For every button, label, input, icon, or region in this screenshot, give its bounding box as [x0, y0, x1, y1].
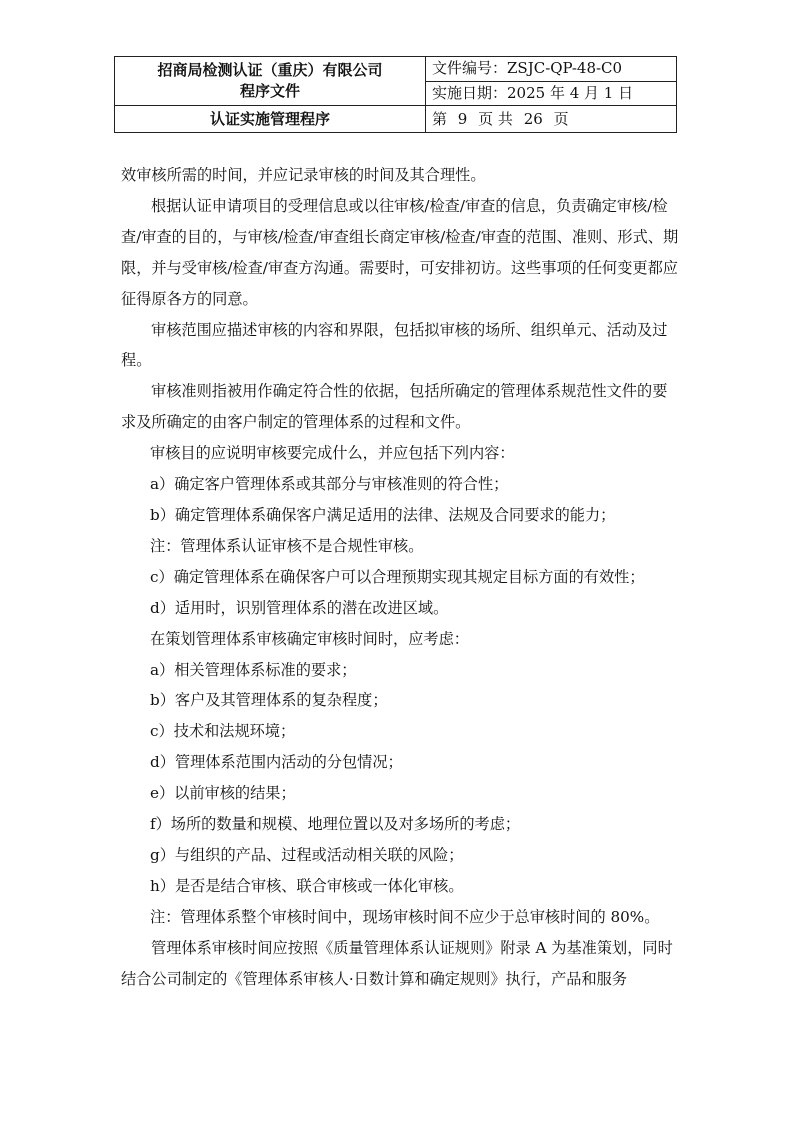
list-item: 审核目的应说明审核要完成什么，并应包括下列内容： [150, 444, 515, 463]
paragraph: 审核准则指被用作确定符合性的依据，包括所确定的管理体系规范性文件的要求及所确定的由客户制定的管理体系的过程和文件。 [121, 382, 668, 432]
note: 注：管理体系认证审核不是合规性审核。 [150, 536, 424, 555]
list-item: f）场所的数量和规模、地理位置以及对多场所的考虑； [150, 815, 521, 834]
document-type: 程序文件 [239, 82, 300, 100]
list-item: d）适用时，识别管理体系的潜在改进区域。 [150, 598, 449, 617]
page-prefix: 第 [432, 109, 448, 128]
paragraph: 管理体系审核时间应按照《质量管理体系认证规则》附录 A 为基准策划，同时结合公司制定的《管理体系审核人·日数计算和确定规则》执行，产品和服务 [121, 938, 673, 988]
list-item: c）技术和法规环境； [150, 722, 296, 741]
document-header-table [114, 56, 677, 133]
list-item: a）确定客户管理体系或其部分与审核准则的符合性； [150, 475, 509, 494]
list-item: b）客户及其管理体系的复杂程度； [150, 691, 388, 710]
page-current: 9 [457, 109, 468, 128]
page-indicator [426, 106, 677, 133]
list-item: b）确定管理体系确保客户满足适用的法律、法规及合同要求的能力； [150, 505, 616, 524]
list-item: h）是否是结合审核、联合审核或一体化审核。 [150, 876, 464, 895]
procedure-title: 认证实施管理程序 [115, 106, 426, 133]
document-body [121, 160, 681, 994]
list-item: e）以前审核的结果； [150, 784, 296, 803]
page-middle: 页 共 [478, 109, 513, 128]
list-item: g）与组织的产品、过程或活动相关联的风险； [150, 845, 464, 864]
note: 注：管理体系整个审核时间中，现场审核时间不应少于总审核时间的 80%。 [150, 907, 660, 926]
list-item: a）相关管理体系标准的要求； [150, 660, 357, 679]
effective-date: 实施日期：2025 年 4 月 1 日 [426, 81, 677, 106]
page-total: 26 [523, 109, 543, 128]
company-name: 招商局检测认证（重庆）有限公司 [157, 61, 383, 79]
paragraph: 根据认证申请项目的受理信息或以往审核/检查/审查的信息，负责确定审核/检查/审查的目的，与审核/检查/审查组长商定审核/检查/审查的范围、准则、形式、期限，并与受审核/检查/审查方沟通。需要时，可安排初访。这些事项的任何变更都应征得原各方的同意。 [121, 196, 679, 308]
continuation-paragraph: 效审核所需的时间，并应记录审核的时间及其合理性。 [121, 166, 486, 184]
list-item: 在策划管理体系审核确定审核时间时，应考虑： [150, 629, 469, 648]
page-suffix: 页 [553, 109, 569, 128]
list-item: c）确定管理体系在确保客户可以合理预期实现其规定目标方面的有效性； [150, 567, 645, 586]
doc-number: 文件编号：ZSJC-QP-48-C0 [426, 57, 677, 82]
company-name-cell [115, 57, 426, 106]
paragraph: 审核范围应描述审核的内容和界限，包括拟审核的场所、组织单元、活动及过程。 [121, 320, 668, 370]
list-item: d）管理体系范围内活动的分包情况； [150, 753, 403, 772]
